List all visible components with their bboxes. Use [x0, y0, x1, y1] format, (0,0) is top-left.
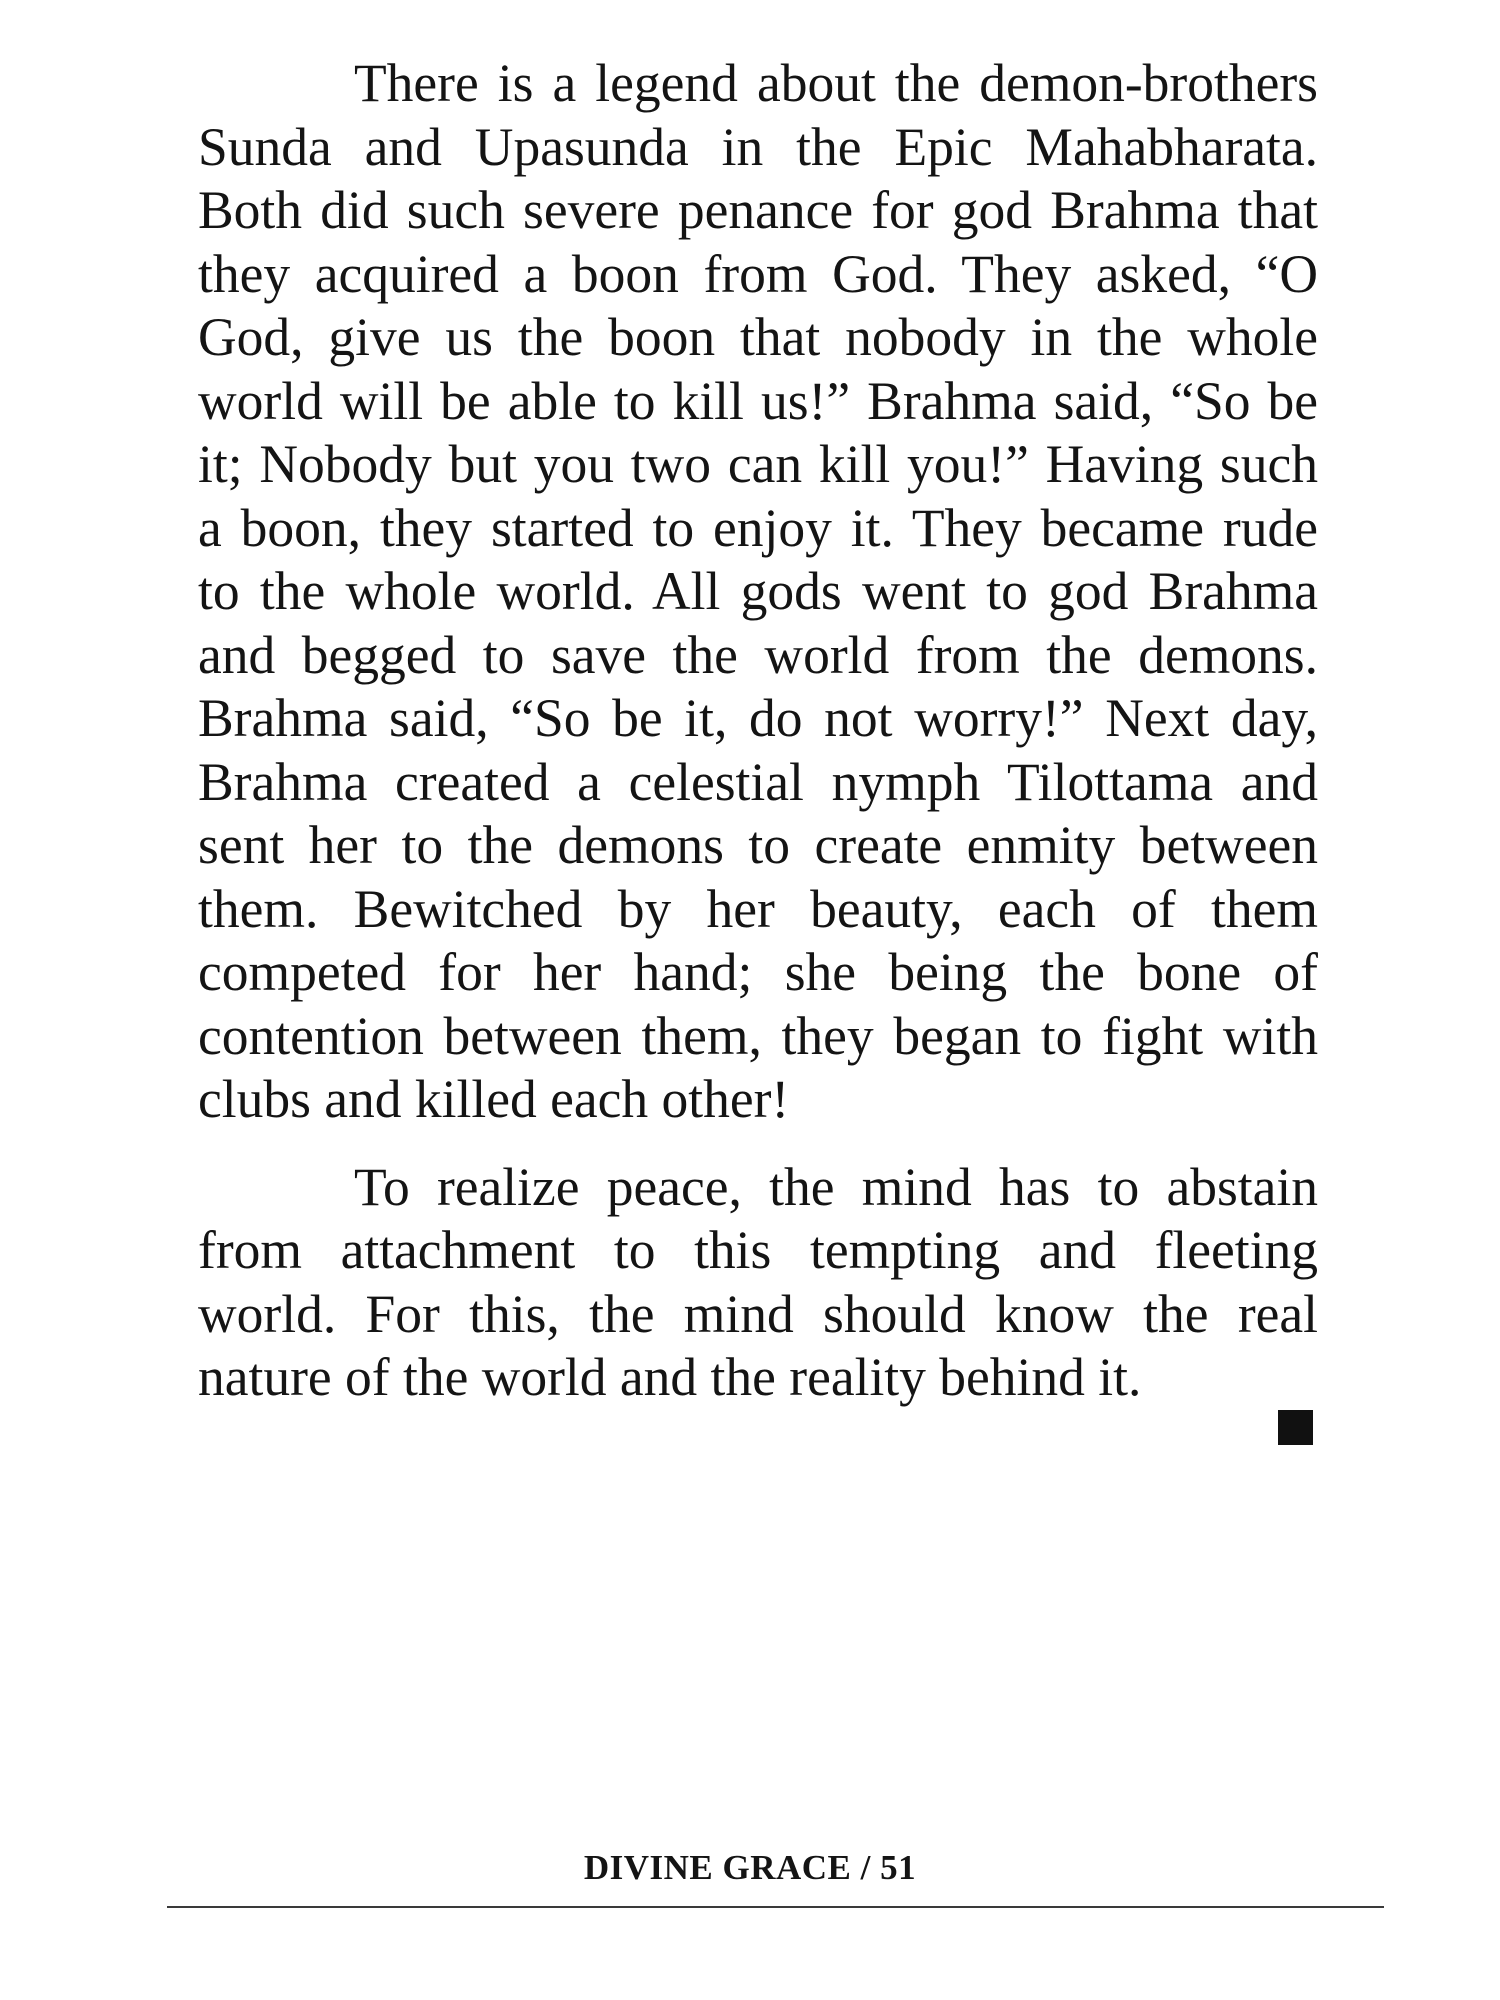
- paragraph-legend: There is a legend about the demon-brothers Sunda and Upasunda in the Epic Mahabharata. Both did such severe penance for god Brahma that they acquired a boon from God. They asked, “O God, give us the boon that nobody in the whole world will be able to kill us!” Brahma said, “So be it; Nobody but you two can kill you!” Having such a boon, they started to enjoy it. They became rude to the whole world. All gods went to god Brahma and begged to save the world from the demons. Brahma said, “So be it, do not worry!” Next day, Brahma created a celestial nymph Tilottama and sent her to the demons to create enmity between them. Bewitched by her beauty, each of them competed for her hand; she being the bone of contention between them, they began to fight with clubs and killed each other!: [198, 53, 1318, 1129]
- page-footer-title: DIVINE GRACE / 51: [583, 1848, 917, 1887]
- footer-divider: [167, 1906, 1384, 1908]
- page-body: [198, 52, 1318, 1410]
- paragraph-peace: To realize peace, the mind has to abstain from attachment to this tempting and fleeting world. For this, the mind should know the real nature of the world and the reality behind it.: [198, 1156, 1318, 1407]
- end-of-section-square-icon: [1278, 1410, 1313, 1445]
